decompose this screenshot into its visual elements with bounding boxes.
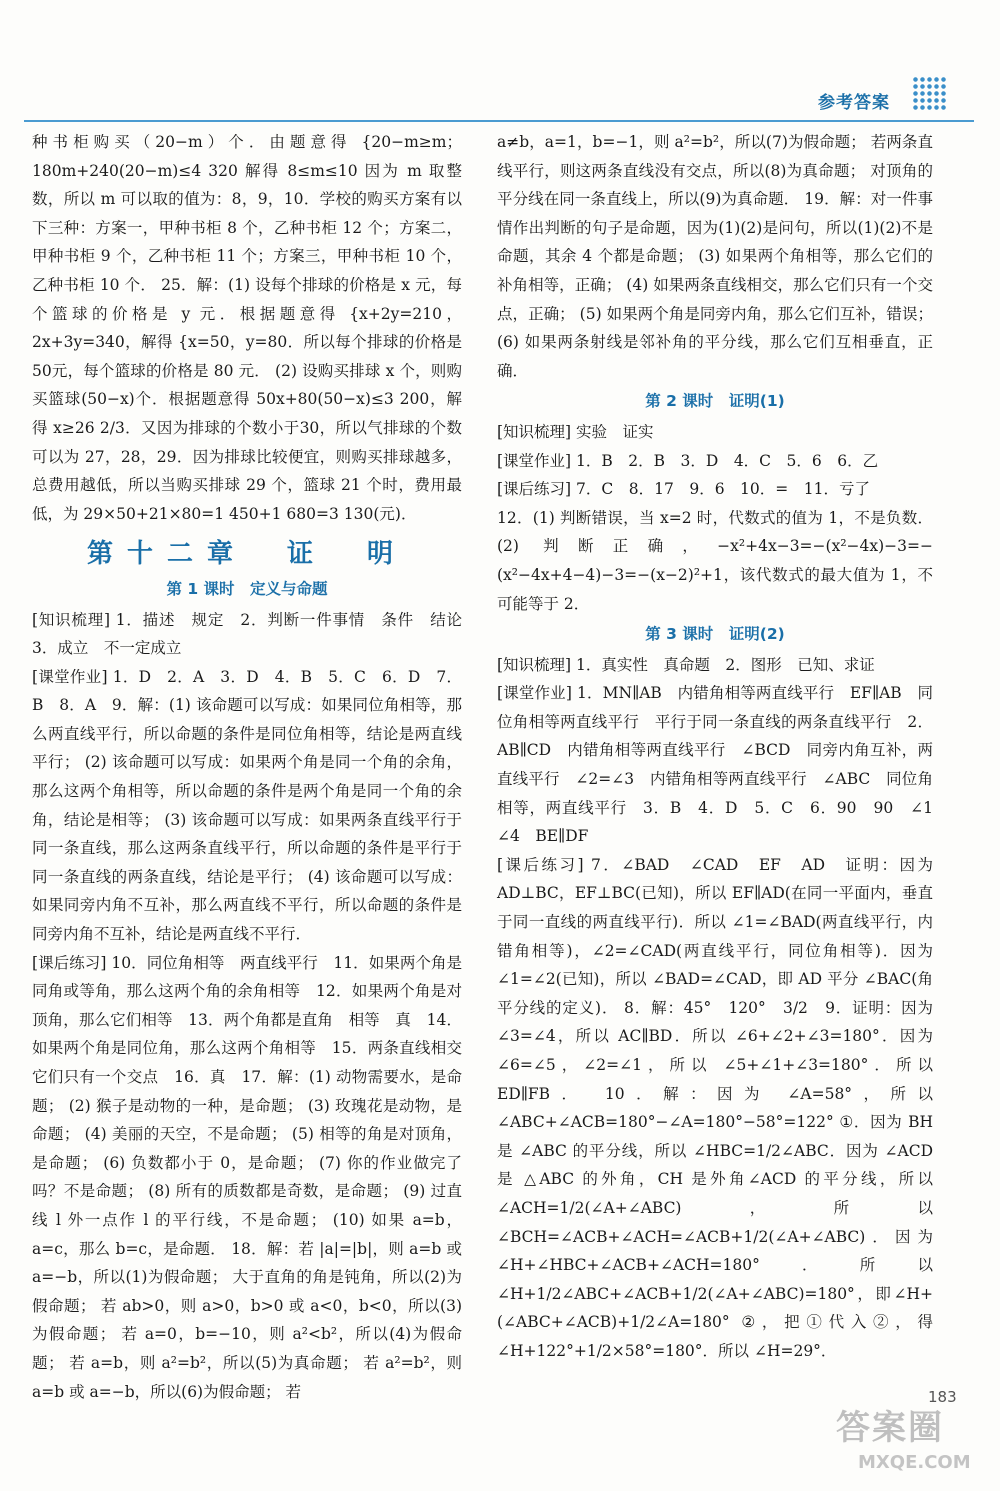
watermark-logo: 答案圈 <box>836 1408 944 1448</box>
answer-paragraph: [课堂作业] 1．B 2．B 3．D 4．C 5．6 6．乙 <box>497 451 879 470</box>
answer-paragraph: [课后练习] 7．∠BAD ∠CAD EF AD 证明：因为 AD⊥BC，EF⊥BC(已知)，所以 EF∥AD(在同一平面内，垂直于同一直线的两直线平行)．所以 ∠1=∠BAD(两直线平行，内错角相等)，∠2=∠CAD(两直线平行，同位角相等)．因为 ∠1=∠2(已知)，所以 ∠BAD=∠CAD，即 AD 平分 ∠BAC(角平分线的定义)． 8．解：45° 120° 3/2 9．证明：因为 ∠3=∠4，所以 AC∥BD．所以 ∠6+∠2+∠3=180°．因为 ∠6=∠5，∠2=∠1，所以 ∠5+∠1+∠3=180°．所以 ED∥FB． 10．解：因为 ∠A=58°，所以 ∠ABC+∠ACB=180°−∠A=180°−58°=122° ①．因为 BH 是 ∠ABC 的平分线，所以 ∠HBC=1/2∠ABC．因为 ∠ACD 是 △ABC 的外角，CH 是外角∠ACD 的平分线，所以 ∠ACH=1/2(∠A+∠ABC)，所以 ∠BCH=∠ACB+∠ACH=∠ACB+1/2(∠A+∠ABC)．因为 ∠H+∠HBC+∠ACB+∠ACH=180°．所以 ∠H+1/2∠ABC+∠ACB+1/2(∠A+∠ABC)=180°，即∠H+(∠ABC+∠ACB)+1/2∠A=180° ②，把①代入②，得∠H+122°+1/2×58°=180°．所以 ∠H=29°． <box>497 855 933 1360</box>
answer-paragraph: [知识梳理] 实验 证实 <box>497 422 654 441</box>
answer-paragraph: [知识梳理] 1．描述 规定 2．判断一件事情 条件 结论 3．成立 不一定成立 <box>32 610 478 658</box>
answer-paragraph: 12．(1) 判断错误，当 x=2 时，代数式的值为 1，不是负数． (2) 判断正确，−x²+4x−3=−(x²−4x)−3=−(x²−4x+4−4)−3=−(x−2)²+1，该代数式的最大值为 1，不可能等于 2． <box>497 508 933 613</box>
answer-paragraph: [课堂作业] 1．MN∥AB 内错角相等两直线平行 EF∥AB 同位角相等两直线平行 平行于同一条直线的两条直线平行 2．AB∥CD 内错角相等两直线平行 ∠BCD 同旁内角互补，两直线平行 ∠2=∠3 内错角相等两直线平行 ∠ABC 同位角相等，两直线平行 3．B 4．D 5．C 6．90 90 ∠1 ∠4 BE∥DF <box>497 684 949 846</box>
right-column <box>497 128 949 1366</box>
watermark-url: MXQE.COM <box>858 1452 971 1473</box>
page-number: 183 <box>928 1388 957 1406</box>
chapter-title: 第十二章 证 明 <box>86 539 407 570</box>
header-rule <box>24 120 974 122</box>
left-column <box>32 128 478 1406</box>
header-title: 参考答案 <box>818 93 890 113</box>
answer-paragraph: [课后练习] 7．C 8．17 9．6 10．= 11．亏了 <box>497 480 870 499</box>
lesson-title: 第 2 课时 证明(1) <box>645 392 785 411</box>
lesson-title: 第 3 课时 证明(2) <box>645 625 785 644</box>
answer-paragraph: [课后练习] 10．同位角相等 两直线平行 11．如果两个角是同角或等角，那么这两个角的余角相等 12．如果两个角是对顶角，那么它们相等 13．两个角都是直角 相等 真 14．如果两个角是同位角，那么这两个角相等 15．两条直线相交 它们只有一个交点 16．真 17．解：(1) 动物需要水，是命题； (2) 猴子是动物的一种，是命题； (3) 玫瑰花是动物，是命题； (4) 美丽的天空，不是命题； (5) 相等的角是对顶角，是命题； (6) 负数都小于 0，是命题； (7) 你的作业做完了吗？不是命题； (8) 所有的质数都是奇数，是命题； (9) 过直线 l 外一点作 l 的平行线，不是命题； (10) 如果 a=b，a=c，那么 b=c，是命题． 18．解：若 |a|=|b|，则 a=b 或 a=−b，所以(1)为假命题； 大于直角的角是钝角，所以(2)为假命题； 若 ab>0，则 a>0，b>0 或 a<0，b<0，所以(3)为假命题； 若 a=0，b=−10，则 a²<b²，所以(4)为假命题； 若 a=b，则 a²=b²，所以(5)为真命题； 若 a²=b²，则 a=b 或 a=−b，所以(6)为假命题； 若 <box>32 953 478 1401</box>
answer-paragraph: a≠b，a=1，b=−1，则 a²=b²，所以(7)为假命题； 若两条直线平行，则这两条直线没有交点，所以(8)为真命题； 对顶角的平分线在同一条直线上，所以(9)为真命题． 19．解：对一件事情作出判断的句子是命题，因为(1)(2)是问句，所以(1)(2)不是命题，其余 4 个都是命题； (3) 如果两个角相等，那么它们的补角相等，正确； (4) 如果两条直线相交，那么它们只有一个交点，正确； (5) 如果两个角是同旁内角，那么它们互补，错误； (6) 如果两条射线是邻补角的平分线，那么它们互相垂直，正确． <box>497 133 933 380</box>
lesson-title: 第 1 课时 定义与命题 <box>166 579 328 598</box>
answer-paragraph: 种书柜购买（20−m）个．由题意得 {20−m≥m；180m+240(20−m)≤4 320 解得 8≤m≤10 因为 m 取整数，所以 m 可以取的值为：8，9，10．学校的购买方案有以下三种：方案一，甲种书柜 8 个，乙种书柜 12 个；方案二，甲种书柜 9 个，乙种书柜 11 个；方案三，甲种书柜 10 个，乙种书柜 10 个． 25．解：(1) 设每个排球的价格是 x 元，每个篮球的价格是 y 元．根据题意得 {x+2y=210，2x+3y=340，解得 {x=50，y=80．所以每个排球的价格是50元，每个篮球的价格是 80 元． (2) 设购买排球 x 个，则购买篮球(50−x)个．根据题意得 50x+80(50−x)≤3 200，解得 x≥26 2/3．又因为排球的个数小于30，所以气排球的个数可以为 27，28，29．因为排球比较便宜，则购买排球越多，总费用越低，所以当购买排球 29 个，篮球 21 个时，费用最低，为 29×50+21×80=1 450+1 680=3 130(元)． <box>32 133 462 523</box>
answer-paragraph: [课堂作业] 1．D 2．A 3．D 4．B 5．C 6．D 7．B 8．A 9．解：(1) 该命题可以写成：如果同位角相等，那么两直线平行，所以命题的条件是同位角相等，结论是两直线平行； (2) 该命题可以写成：如果两个角是同一个角的余角，那么这两个角相等，所以命题的条件是两个角是同一个角的余角，结论是相等； (3) 该命题可以写成：如果两条直线平行于同一条直线，那么这两条直线平行，所以命题的条件是平行于同一条直线的两条直线，结论是平行； (4) 该命题可以写成：如果同旁内角不互补，那么两直线不平行，所以命题的条件是同旁内角不互补，结论是两直线不平行． <box>32 667 462 944</box>
answer-paragraph: [知识梳理] 1．真实性 真命题 2．图形 已知、求证 <box>497 655 875 674</box>
decorative-dots-icon <box>912 76 948 112</box>
